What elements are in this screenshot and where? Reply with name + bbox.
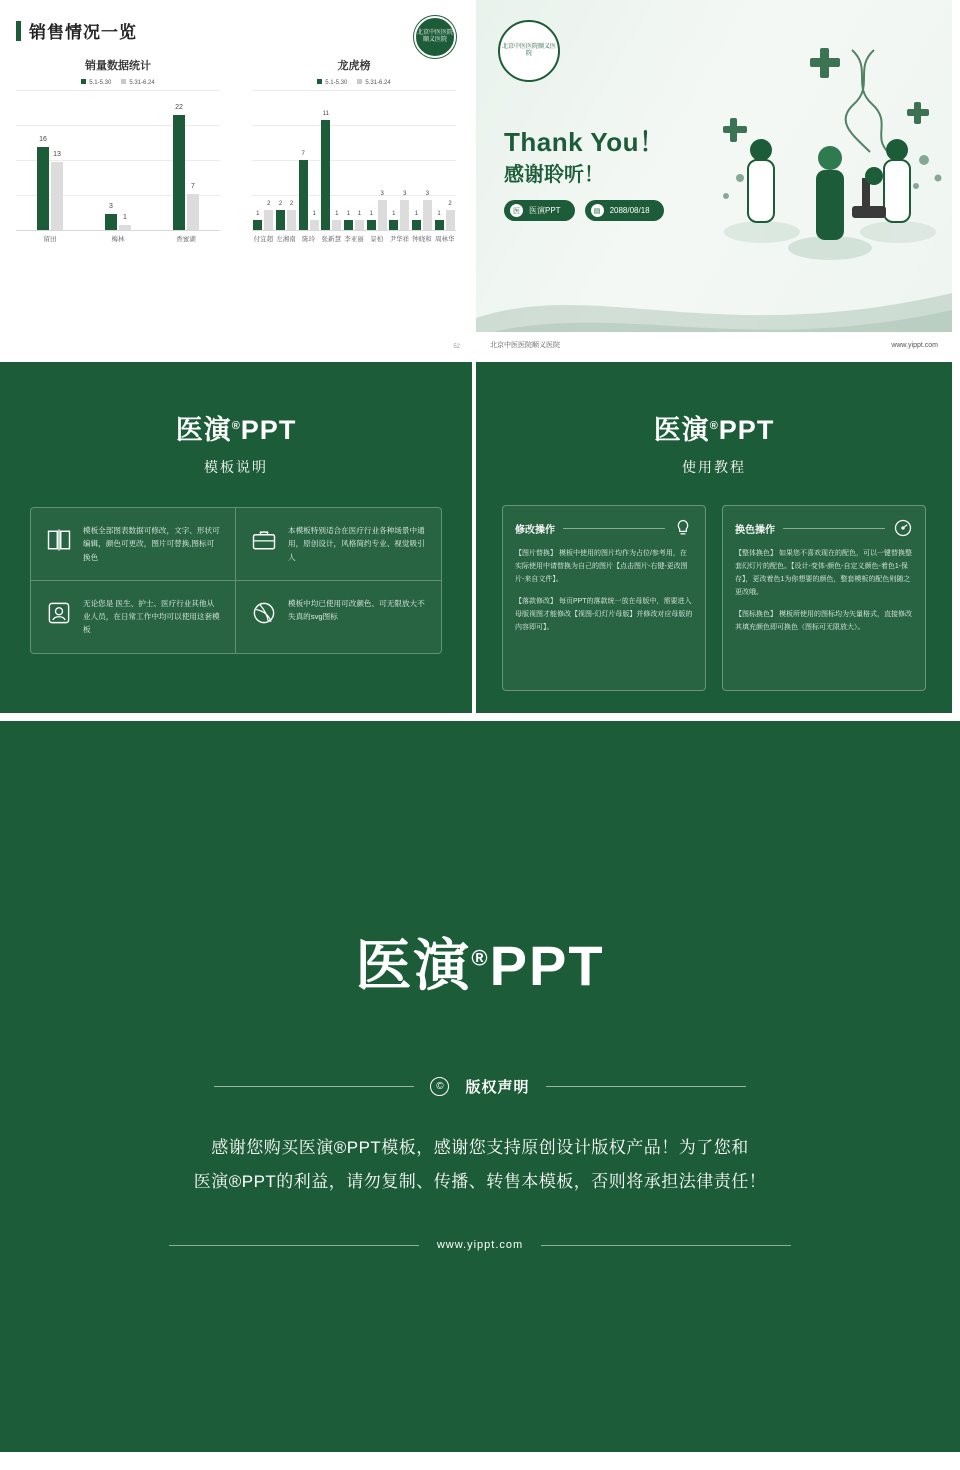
chart-left-xaxis <box>16 234 220 243</box>
brand-cn: 医演 <box>175 415 232 445</box>
brand-pill <box>504 200 575 221</box>
bar <box>253 211 262 230</box>
bar-group <box>321 111 341 230</box>
bar <box>423 191 432 230</box>
bulb-icon <box>673 518 693 538</box>
bar-group <box>253 201 273 230</box>
chart-right-xaxis <box>252 234 456 243</box>
copyright-body <box>194 1131 767 1199</box>
palette-icon <box>893 518 913 538</box>
brand-registered: ® <box>471 945 490 971</box>
bar-group <box>344 211 364 230</box>
chart-right-bars <box>252 90 456 230</box>
bar <box>378 191 387 230</box>
legend-swatch-a <box>81 79 86 84</box>
description-cell <box>31 581 236 653</box>
x-tick-label: 钟晓和 <box>412 236 432 243</box>
bar <box>367 211 376 230</box>
x-tick-label: 留田 <box>43 236 57 243</box>
bar <box>389 211 398 230</box>
slide-copyright <box>0 717 960 1452</box>
website-row <box>169 1239 791 1251</box>
bar-group <box>435 201 455 230</box>
page-number: 52 <box>453 344 460 350</box>
bar-group <box>105 203 131 230</box>
tutorial-heading: 换色操作 <box>735 524 775 536</box>
slide-row-2 <box>0 362 960 717</box>
legend-swatch-b <box>121 79 126 84</box>
bar <box>299 151 308 230</box>
charts-container <box>0 57 472 243</box>
description-cell <box>31 508 236 581</box>
bar-group <box>412 191 432 230</box>
bar-value: 3 <box>425 191 430 197</box>
divider-right <box>541 1245 791 1246</box>
brand-ppt: PPT <box>489 934 605 997</box>
chart-sales-statistics <box>0 57 236 243</box>
bar-value: 1 <box>437 211 441 217</box>
tutorial-grid <box>502 505 926 691</box>
slide-subtitle: 使用教程 <box>682 459 746 475</box>
bar <box>187 182 199 230</box>
legend-item-1 <box>81 79 111 86</box>
description-text: 无论您是 医生、护士、医疗行业其他从业人员，在日常工作中均可以使用这套模板 <box>83 598 220 635</box>
slide-template-description <box>0 362 476 717</box>
x-tick-label: 景柏 <box>370 236 384 243</box>
website-url: www.yippt.com <box>436 1239 524 1251</box>
copyright-line-1: 感谢您购买医演®PPT模板，感谢您支持原创设计版权产品！为了您和 <box>211 1138 749 1157</box>
x-tick-label: 香蜜湖 <box>176 236 196 243</box>
bar-value: 16 <box>39 135 47 143</box>
bar-value: 2 <box>278 201 283 207</box>
tutorial-heading: 修改操作 <box>515 524 555 536</box>
bar-value: 3 <box>403 191 407 197</box>
footer-left-text: 北京中医医院顺义医院 <box>490 342 560 349</box>
legend-label-a: 5.1-5.30 <box>325 80 348 86</box>
bar-group <box>367 191 387 230</box>
legend-label-b: 5.31-6.24 <box>365 80 391 86</box>
copyright-header <box>214 1076 745 1097</box>
brand-pill-label: 医演PPT <box>529 206 561 215</box>
bar-value: 1 <box>123 213 127 221</box>
bar <box>105 203 117 230</box>
brand-ppt: PPT <box>240 415 297 445</box>
bar <box>287 201 296 230</box>
bar-value: 1 <box>414 211 419 217</box>
thankyou-pills <box>504 200 664 221</box>
description-text: 本模板特别适合在医疗行业各种场景中通用，原创设计，风格简约专业、视觉吸引人 <box>288 526 425 562</box>
bar-group <box>299 151 319 230</box>
description-text: 模板中均已使用可改颜色、可无限放大不失真的svg图标 <box>288 598 425 622</box>
slide-usage-tutorial <box>476 362 952 717</box>
tutorial-body <box>515 548 693 635</box>
legend-label-a: 5.1-5.30 <box>89 80 112 86</box>
tutorial-paragraph: 【落款修改】 每页PPT的落款统一放在母版中，需要进入母版视图才能修改【视图-幻灯片母版】并修改对应母版的内容即可】。 <box>515 597 693 631</box>
brand-registered: ® <box>231 420 241 432</box>
tutorial-card-header <box>515 518 693 538</box>
legend-item-2 <box>357 79 390 86</box>
x-tick-label: 尹华祥 <box>389 236 410 243</box>
date-pill-label: 2088/08/18 <box>609 206 650 215</box>
chart-left-plot <box>16 90 220 231</box>
slide-footer <box>476 332 952 358</box>
description-cell <box>236 508 441 581</box>
copyright-icon: © <box>430 1077 449 1096</box>
bar-group <box>173 104 199 230</box>
x-tick-label: 左湘南 <box>276 236 296 243</box>
legend-item-1 <box>317 79 347 86</box>
bar-value: 1 <box>357 211 362 217</box>
chart-right-heading: 龙虎榜 <box>337 60 371 72</box>
briefcase-icon <box>250 526 278 554</box>
bar-value: 2 <box>267 201 271 207</box>
chart-left-heading: 销量数据统计 <box>85 60 151 72</box>
bar-value: 7 <box>301 151 305 157</box>
brand-registered: ® <box>709 420 719 432</box>
bar <box>344 211 353 230</box>
thankyou-title-en: Thank You！ <box>504 127 666 157</box>
slide-title-wrap <box>0 0 472 43</box>
divider-right <box>546 1086 746 1087</box>
chart-right-plot <box>252 90 456 231</box>
bar <box>412 211 421 230</box>
bar <box>276 201 285 230</box>
bar-value: 13 <box>53 151 61 159</box>
bar-value: 1 <box>392 211 396 217</box>
medical-team-illustration <box>702 10 952 280</box>
copyright-line-2: 医演®PPT的利益，请勿复制、传播、转售本模板，否则将承担法律责任！ <box>193 1172 767 1191</box>
chart-left-bars <box>16 90 220 230</box>
date-pill <box>585 200 664 221</box>
bar <box>321 111 330 230</box>
bar <box>119 213 131 230</box>
description-text: 模板全部图表数据可修改，文字、形状可编辑，颜色可更改，图片可替换,图标可换色 <box>83 526 220 562</box>
brand-title <box>0 362 472 447</box>
title-accent-bar <box>16 21 21 41</box>
bar-value: 2 <box>448 201 452 207</box>
description-grid <box>30 507 442 654</box>
bar <box>51 151 63 230</box>
x-tick-label: 付宜超 <box>253 236 274 243</box>
bar <box>173 104 185 230</box>
slide-subtitle: 模板说明 <box>204 459 268 475</box>
chart-leaderboard <box>236 57 472 243</box>
x-tick-label: 梅林 <box>111 236 125 243</box>
page-title: 销售情况一览 <box>29 23 137 42</box>
tutorial-card-header <box>735 518 913 538</box>
x-tick-label: 陈玲 <box>302 236 316 243</box>
bar-value: 1 <box>335 211 339 217</box>
chart-right-legend <box>246 79 462 86</box>
tutorial-card-edit <box>502 505 706 691</box>
slide-thank-you <box>476 0 952 362</box>
tutorial-paragraph: 【图标换色】 模板所使用的图标均为矢量格式，直接修改其填充颜色即可换色（图标可无限放大）。 <box>735 610 912 631</box>
divider <box>563 528 665 529</box>
bar-group <box>37 135 63 230</box>
x-tick-label: 张新慧 <box>321 236 342 243</box>
calendar-icon: ▤ <box>591 204 604 217</box>
legend-swatch-b <box>357 79 362 84</box>
brand-ppt: PPT <box>718 415 775 445</box>
legend-label-b: 5.31-6.24 <box>129 80 155 86</box>
bar-value: 1 <box>312 211 316 217</box>
bar-value: 2 <box>289 201 294 207</box>
bar-value: 22 <box>175 104 183 112</box>
brand-icon: 医 <box>510 204 523 217</box>
bar-value: 3 <box>109 203 113 211</box>
copyright-label: 版权声明 <box>465 1079 530 1096</box>
x-tick-label: 李亚丽 <box>344 236 364 243</box>
bar <box>37 135 49 230</box>
brand-title <box>355 922 604 1002</box>
tutorial-body <box>735 548 913 635</box>
brand-cn: 医演 <box>653 415 710 445</box>
hospital-logo: 北京中医医院顺义医院 <box>414 16 456 58</box>
bar <box>264 201 273 230</box>
doctor-icon <box>45 599 73 627</box>
thankyou-title-cn: 感谢聆听！ <box>504 164 604 186</box>
description-cell <box>236 581 441 653</box>
bar <box>332 211 341 230</box>
bar-value: 1 <box>346 211 351 217</box>
bar <box>310 211 319 230</box>
divider-left <box>214 1086 414 1087</box>
x-tick-label: 周林华 <box>434 236 455 243</box>
footer-right-url: www.yippt.com <box>891 341 938 349</box>
slide-sales-overview <box>0 0 476 362</box>
chart-left-legend <box>10 79 226 86</box>
bar-value: 1 <box>369 211 373 217</box>
bar <box>400 191 409 230</box>
brand-cn: 医演 <box>355 934 472 997</box>
bar <box>446 201 455 230</box>
tutorial-paragraph: 【图片替换】 模板中使用的图片均作为占位/参考用，在实际使用中请替换为自己的图片【点击图片-右键-更改图片-来自文件】。 <box>515 550 688 583</box>
bar <box>435 211 444 230</box>
bar-group <box>276 201 296 230</box>
vector-icon <box>250 599 278 627</box>
brand-title <box>476 362 952 447</box>
divider <box>783 528 885 529</box>
divider-left <box>169 1245 419 1246</box>
tutorial-card-recolor <box>722 505 926 691</box>
book-icon <box>45 526 73 554</box>
bar-value: 3 <box>380 191 384 197</box>
bar-value: 7 <box>191 182 195 190</box>
tutorial-paragraph: 【整体换色】 如果您不喜欢现在的配色，可以一键替换整套幻灯片的配色。【设计-变体-颜色-自定义颜色-着色1-保存】，更改着色1为你想要的颜色，整套模板的配色则随之更改哦。 <box>735 550 912 596</box>
legend-item-2 <box>121 79 154 86</box>
bar <box>355 211 364 230</box>
bar-value: 11 <box>322 111 329 117</box>
slide-row-1 <box>0 0 960 362</box>
legend-swatch-a <box>317 79 322 84</box>
bar-group <box>389 191 409 230</box>
bar-value: 1 <box>256 211 260 217</box>
hospital-logo: 北京中医医院顺义医院 <box>498 20 560 82</box>
